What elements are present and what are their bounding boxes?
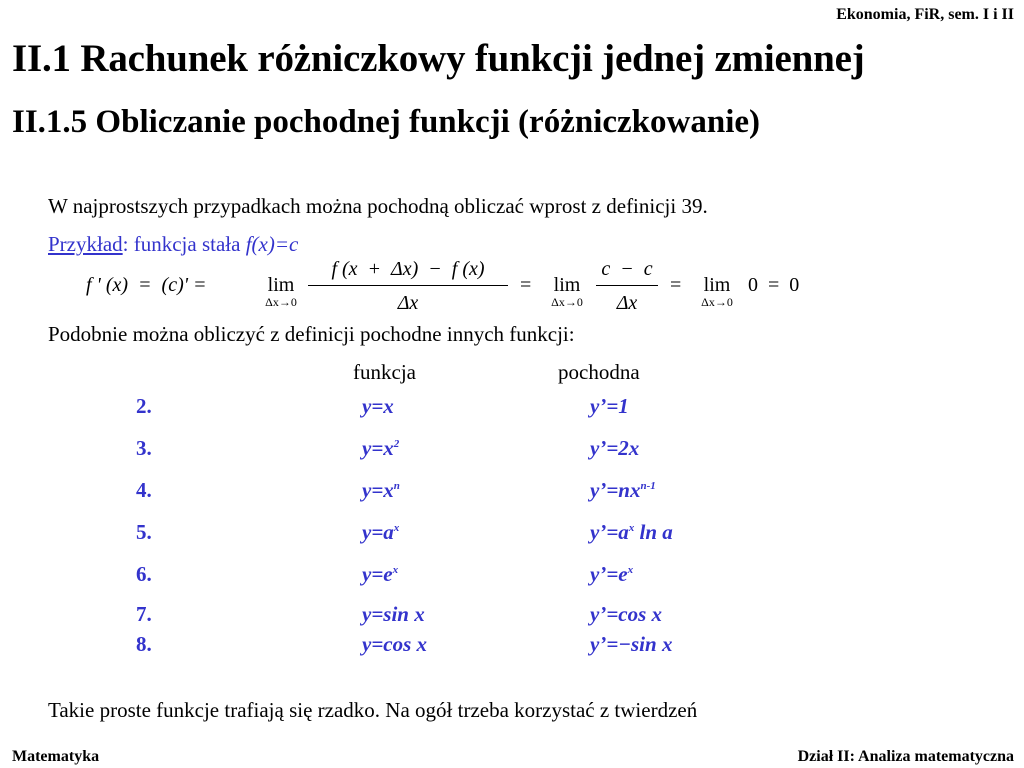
- function-base: y=e: [362, 562, 393, 586]
- row-number: 8.: [136, 632, 152, 656]
- fraction-2: [596, 258, 658, 315]
- equals-3: =: [670, 274, 682, 296]
- derivative-cell: [590, 632, 672, 657]
- function-cell: [362, 562, 398, 587]
- fraction-2-numerator: c − c: [601, 258, 653, 280]
- function-base: y=x: [362, 478, 394, 502]
- function-base: y=a: [362, 520, 394, 544]
- function-cell: [362, 632, 427, 657]
- function-exponent: n: [393, 480, 400, 492]
- function-exponent: 2: [393, 438, 400, 450]
- function-exponent: x: [393, 522, 400, 534]
- derivative-exponent: x: [628, 522, 635, 534]
- equals-2: =: [520, 274, 532, 296]
- derivative-cell: [590, 478, 656, 503]
- example-line: [48, 232, 298, 257]
- derivative-cell: [590, 602, 662, 627]
- derivative-base: y’=2x: [590, 436, 640, 460]
- derivative-exponent: x: [627, 564, 634, 576]
- formula-lhs: f ' (x) = (c)' =: [86, 274, 207, 296]
- row-number: 4.: [136, 478, 152, 502]
- limit-1-word: lim: [267, 274, 295, 296]
- fraction-2-denominator: Δx: [616, 292, 638, 314]
- row-number: 5.: [136, 520, 152, 544]
- limit-2-word: lim: [553, 274, 581, 296]
- example-formula: f(x)=c: [245, 232, 299, 256]
- derivative-tail: ln a: [634, 520, 673, 544]
- limit-1-sub: Δx→0: [265, 295, 297, 309]
- derivative-base: y’=e: [590, 562, 628, 586]
- row-number: 3.: [136, 436, 152, 460]
- course-label: Ekonomia, FiR, sem. I i II: [836, 6, 1014, 23]
- example-text: : funkcja stała: [122, 232, 246, 256]
- fraction-1: [308, 258, 508, 315]
- limit-2: [544, 274, 590, 310]
- formula-tail: 0 = 0: [748, 274, 800, 296]
- limit-2-sub: Δx→0: [551, 295, 583, 309]
- derivative-base: y’=1: [590, 394, 629, 418]
- function-cell: [362, 478, 400, 503]
- footer-left: Matematyka: [12, 748, 100, 765]
- limit-3-word: lim: [703, 274, 731, 296]
- function-base: y=x: [362, 394, 394, 418]
- similarly-text: Podobnie można obliczyć z definicji pochodne innych funkcji:: [48, 322, 575, 346]
- fraction-1-numerator: f (x + Δx) − f (x): [331, 258, 485, 280]
- derivative-cell: [590, 394, 629, 419]
- derivative-base: y’=nx: [590, 478, 641, 502]
- column-header-function: funkcja: [353, 360, 416, 384]
- derivative-cell: [590, 436, 639, 461]
- derivative-exponent: n-1: [640, 480, 656, 492]
- function-base: y=cos x: [362, 632, 428, 656]
- function-cell: [362, 520, 399, 545]
- fraction-1-denominator: Δx: [397, 292, 419, 314]
- limit-3-sub: Δx→0: [701, 295, 733, 309]
- derivative-base: y’=−sin x: [590, 632, 673, 656]
- function-cell: [362, 436, 399, 461]
- row-number: 7.: [136, 602, 152, 626]
- example-link[interactable]: Przykład: [48, 232, 123, 256]
- row-number: 2.: [136, 394, 152, 418]
- function-base: y=sin x: [362, 602, 425, 626]
- page-title: II.1 Rachunek różniczkowy funkcji jednej zmiennej: [12, 37, 865, 80]
- derivative-cell: [590, 520, 673, 545]
- column-header-derivative: pochodna: [558, 360, 640, 384]
- function-base: y=x: [362, 436, 394, 460]
- derivative-cell: [590, 562, 633, 587]
- derivative-base: y’=cos x: [590, 602, 663, 626]
- function-cell: [362, 394, 394, 419]
- function-cell: [362, 602, 425, 627]
- conclusion-text: Takie proste funkcje trafiają się rzadko. Na ogół trzeba korzystać z twierdzeń: [48, 698, 698, 722]
- limit-1: [258, 274, 304, 310]
- row-number: 6.: [136, 562, 152, 586]
- derivative-formula: [86, 256, 826, 312]
- derivative-base: y’=a: [590, 520, 629, 544]
- footer-right: Dział II: Analiza matematyczna: [797, 748, 1014, 765]
- function-exponent: x: [392, 564, 399, 576]
- section-title: II.1.5 Obliczanie pochodnej funkcji (różniczkowanie): [12, 104, 760, 140]
- intro-text: W najprostszych przypadkach można pochodną obliczać wprost z definicji 39.: [48, 194, 708, 218]
- limit-3: [694, 274, 740, 310]
